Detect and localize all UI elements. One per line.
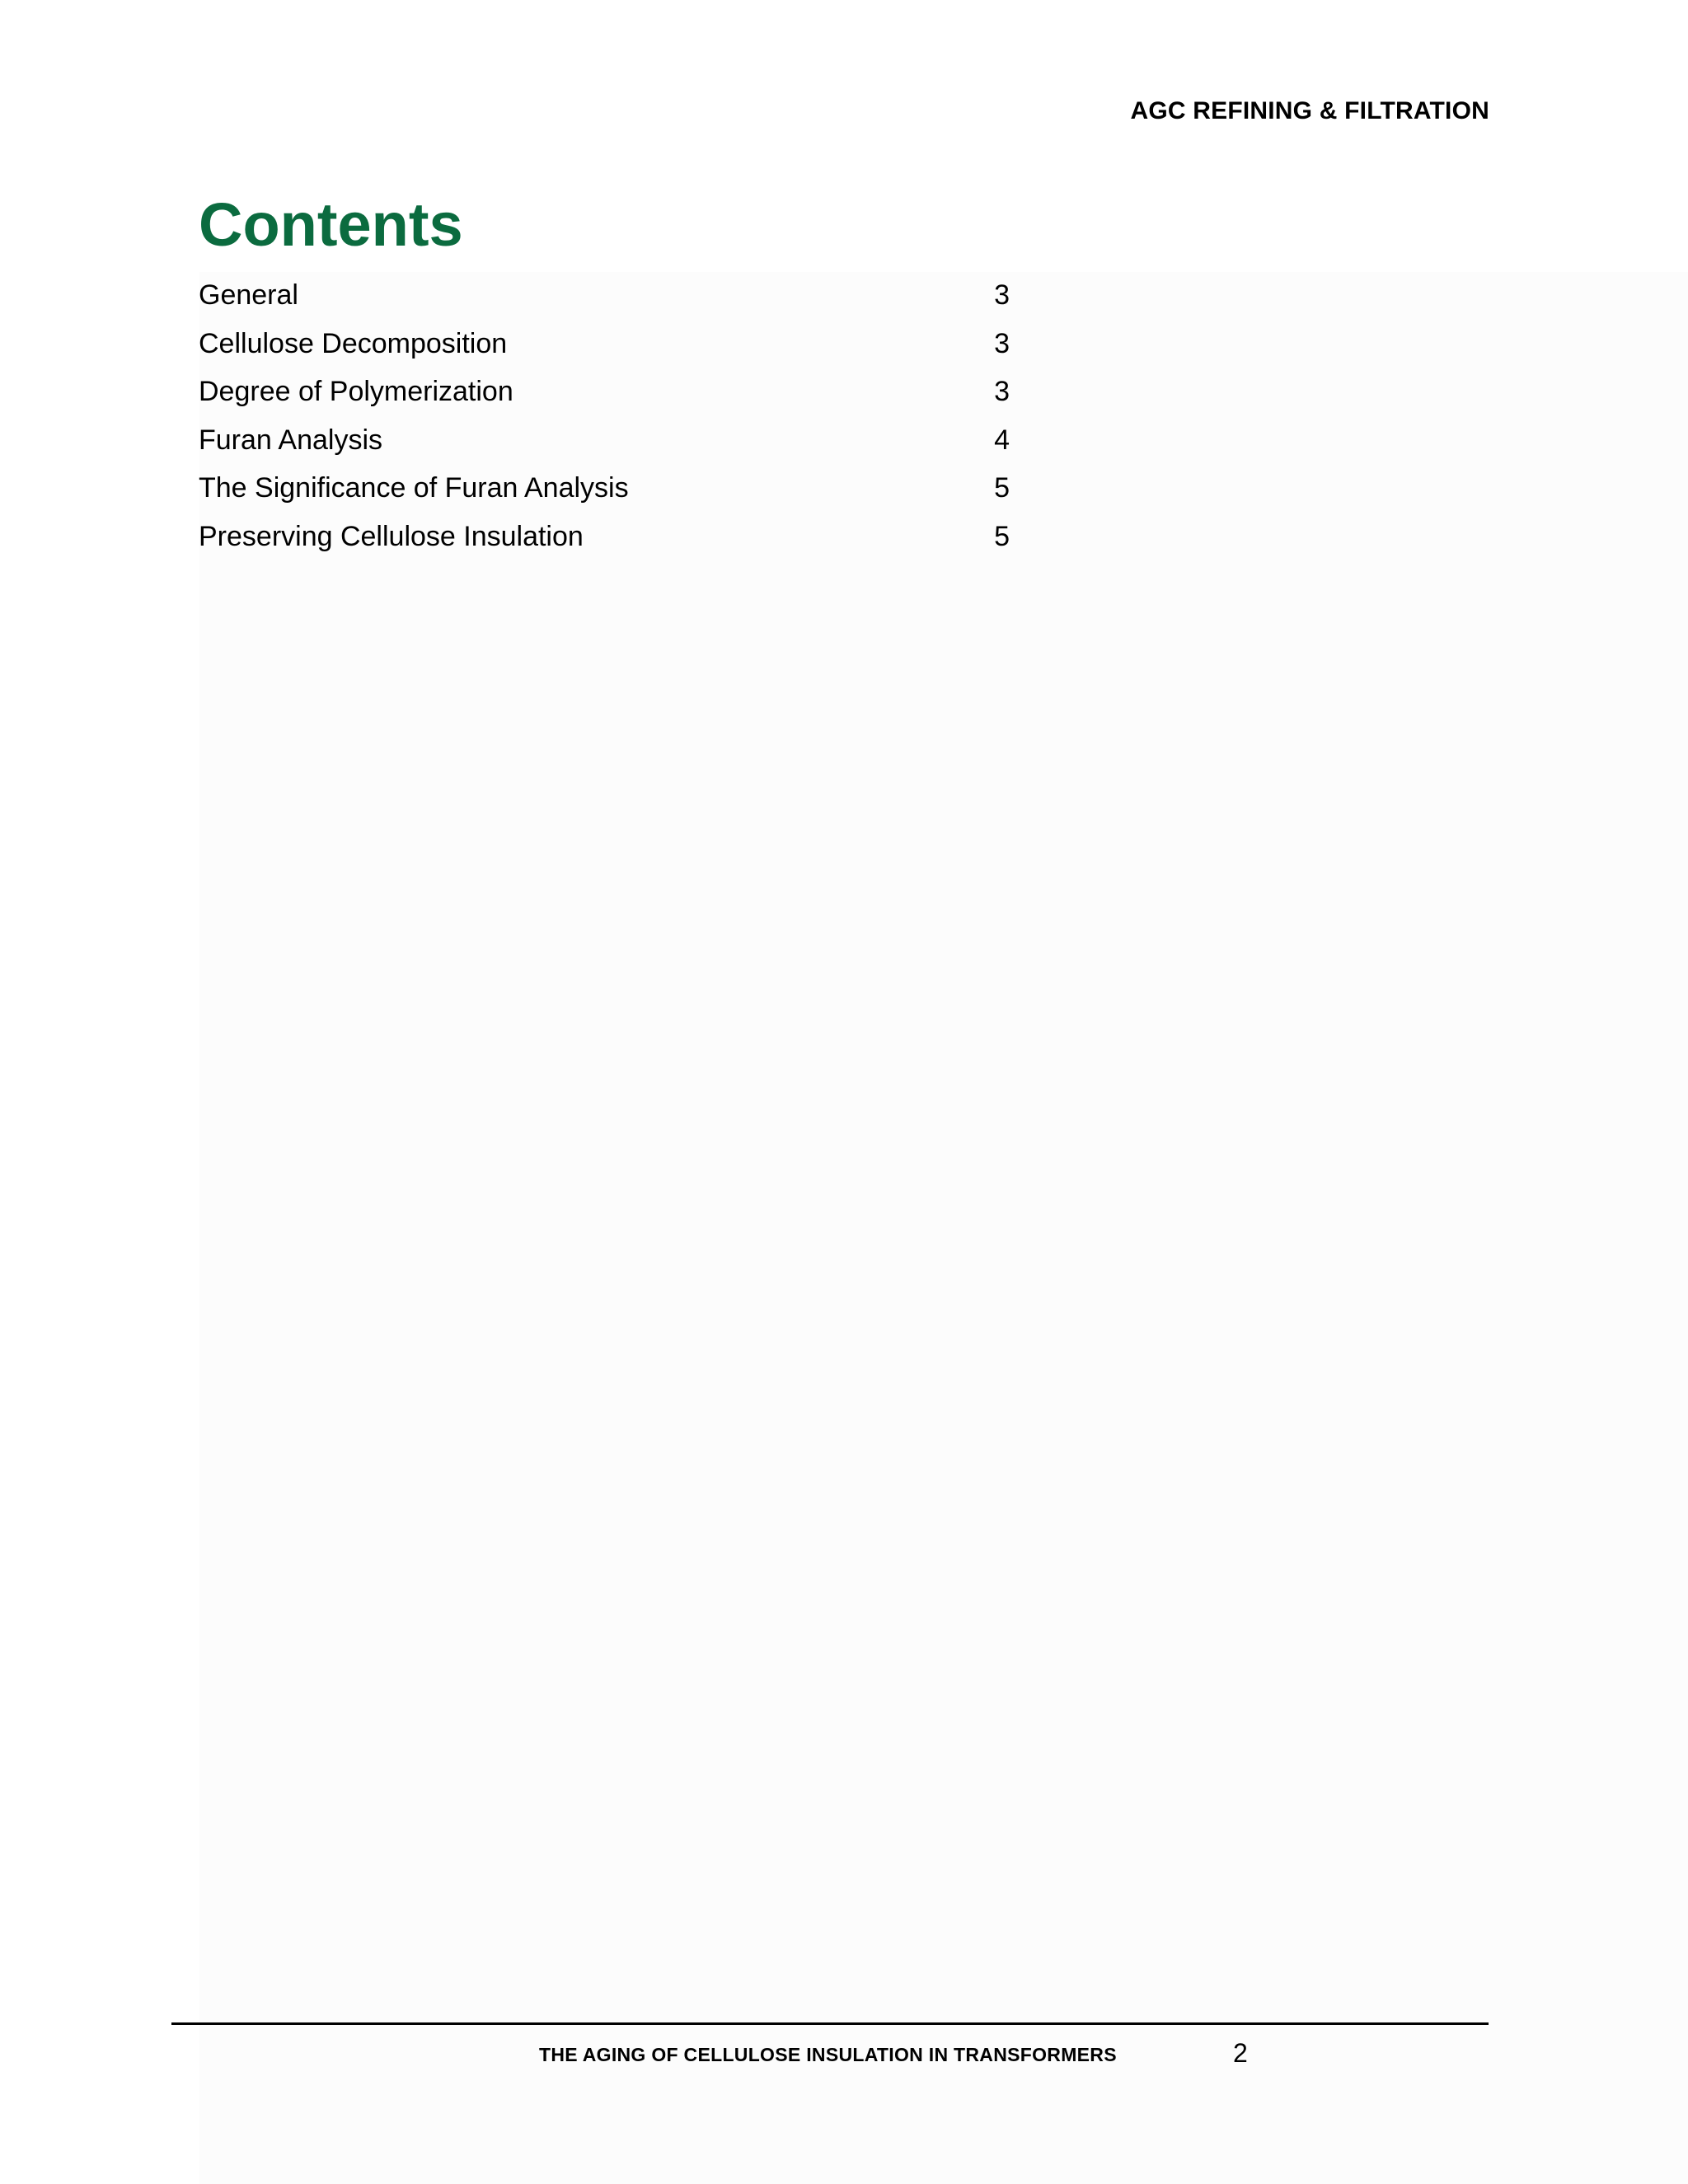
toc-entry-page: 3 [994, 376, 1010, 408]
toc-entry[interactable] [199, 468, 1010, 517]
toc-entry-page: 4 [994, 424, 1010, 456]
toc-entry-title: The Significance of Furan Analysis [199, 472, 629, 504]
toc-entry-title: Furan Analysis [199, 424, 382, 456]
table-of-contents [199, 275, 1010, 565]
toc-entry-title: General [199, 279, 298, 311]
toc-entry[interactable] [199, 275, 1010, 324]
toc-entry-title: Preserving Cellulose Insulation [199, 520, 584, 552]
header-organization: AGC REFINING & FILTRATION [1130, 97, 1489, 124]
toc-entry-page: 3 [994, 327, 1010, 359]
toc-entry[interactable] [199, 372, 1010, 420]
footer-divider [171, 2022, 1489, 2025]
toc-entry-page: 5 [994, 520, 1010, 552]
toc-entry[interactable] [199, 420, 1010, 469]
toc-entry-page: 3 [994, 279, 1010, 311]
toc-entry[interactable] [199, 517, 1010, 565]
contents-heading: Contents [199, 190, 463, 259]
footer-document-title: THE AGING OF CELLULOSE INSULATION IN TRANSFORMERS [539, 2044, 1117, 2065]
toc-entry[interactable] [199, 324, 1010, 373]
toc-entry-title: Degree of Polymerization [199, 376, 513, 408]
toc-entry-page: 5 [994, 472, 1010, 504]
toc-entry-title: Cellulose Decomposition [199, 327, 508, 359]
footer-page-number: 2 [1233, 2038, 1248, 2068]
